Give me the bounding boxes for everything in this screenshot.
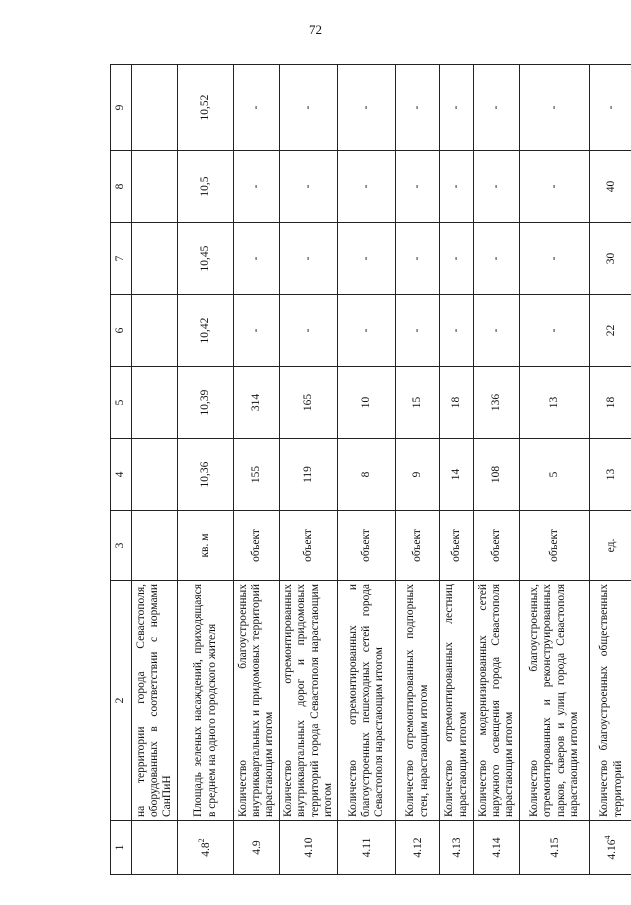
- header-cell: 1: [111, 821, 132, 875]
- value-cell: 10: [338, 367, 396, 439]
- value-cell: -: [440, 223, 474, 295]
- value-cell: -: [234, 65, 280, 151]
- value-cell: [132, 295, 178, 367]
- header-cell: 6: [111, 295, 132, 367]
- value-cell: -: [234, 151, 280, 223]
- value-cell: -: [280, 223, 338, 295]
- value-cell: -: [440, 295, 474, 367]
- value-cell: 22: [590, 295, 631, 367]
- value-cell: -: [280, 295, 338, 367]
- indicator-description: Количество благоустроенных общественных территорий: [590, 581, 631, 821]
- row-number: 4.10: [280, 821, 338, 875]
- unit-cell: объект: [280, 511, 338, 581]
- indicator-description: Количество отремонтированных и благоустроенных пешеходных сетей города Севастополя нарастающим итогом: [338, 581, 396, 821]
- table-row: [440, 65, 474, 875]
- table-row: [178, 65, 234, 875]
- value-cell: -: [338, 223, 396, 295]
- rotated-table-frame: [110, 65, 624, 875]
- table-row: [520, 65, 590, 875]
- value-cell: [132, 65, 178, 151]
- unit-cell: [132, 511, 178, 581]
- value-cell: -: [590, 65, 631, 151]
- value-cell: -: [338, 295, 396, 367]
- value-cell: 9: [396, 439, 440, 511]
- unit-cell: объект: [338, 511, 396, 581]
- value-cell: -: [338, 65, 396, 151]
- table-row: [396, 65, 440, 875]
- value-cell: -: [520, 295, 590, 367]
- value-cell: [132, 439, 178, 511]
- value-cell: 119: [280, 439, 338, 511]
- row-number: 4.16$^4$: [590, 821, 631, 875]
- table-row: [590, 65, 631, 875]
- value-cell: 13: [590, 439, 631, 511]
- value-cell: -: [234, 295, 280, 367]
- header-cell: 4: [111, 439, 132, 511]
- table-container: [110, 65, 624, 875]
- value-cell: 10,42: [178, 295, 234, 367]
- header-cell: 2: [111, 581, 132, 821]
- value-cell: -: [280, 151, 338, 223]
- value-cell: 10,39: [178, 367, 234, 439]
- value-cell: -: [396, 151, 440, 223]
- value-cell: -: [520, 151, 590, 223]
- value-cell: 155: [234, 439, 280, 511]
- table-row: [474, 65, 520, 875]
- value-cell: 30: [590, 223, 631, 295]
- value-cell: 14: [440, 439, 474, 511]
- header-cell: 5: [111, 367, 132, 439]
- value-cell: -: [234, 223, 280, 295]
- value-cell: 10,52: [178, 65, 234, 151]
- unit-cell: объект: [234, 511, 280, 581]
- value-cell: 18: [440, 367, 474, 439]
- value-cell: 13: [520, 367, 590, 439]
- indicator-description: Количество отремонтированных лестниц нарастающим итогом: [440, 581, 474, 821]
- value-cell: 314: [234, 367, 280, 439]
- value-cell: -: [280, 65, 338, 151]
- value-cell: -: [396, 65, 440, 151]
- unit-cell: объект: [520, 511, 590, 581]
- header-cell: 7: [111, 223, 132, 295]
- unit-cell: кв. м: [178, 511, 234, 581]
- row-number: 4.11: [338, 821, 396, 875]
- table-row: [280, 65, 338, 875]
- table-row: [234, 65, 280, 875]
- value-cell: 10,45: [178, 223, 234, 295]
- header-cell: 9: [111, 65, 132, 151]
- unit-cell: объект: [440, 511, 474, 581]
- indicator-description: на территории города Севастополя, оборудованных в соответствии с нормами СанПиН: [132, 581, 178, 821]
- value-cell: -: [474, 151, 520, 223]
- unit-cell: объект: [474, 511, 520, 581]
- value-cell: 18: [590, 367, 631, 439]
- value-cell: -: [396, 223, 440, 295]
- value-cell: 136: [474, 367, 520, 439]
- row-number: 4.14: [474, 821, 520, 875]
- row-number: $4.8^2$: [178, 821, 234, 875]
- value-cell: 10,5: [178, 151, 234, 223]
- row-number: [132, 821, 178, 875]
- value-cell: 15: [396, 367, 440, 439]
- value-cell: [132, 151, 178, 223]
- value-cell: -: [520, 65, 590, 151]
- value-cell: -: [474, 65, 520, 151]
- value-cell: -: [338, 151, 396, 223]
- value-cell: 108: [474, 439, 520, 511]
- header-row: [111, 65, 132, 875]
- value-cell: -: [474, 223, 520, 295]
- row-number: 4.9: [234, 821, 280, 875]
- unit-cell: объект: [396, 511, 440, 581]
- header-cell: 3: [111, 511, 132, 581]
- value-cell: -: [520, 223, 590, 295]
- header-cell: 8: [111, 151, 132, 223]
- value-cell: 8: [338, 439, 396, 511]
- value-cell: 5: [520, 439, 590, 511]
- indicator-description: Площадь зеленых насаждений, приходящаяся в среднем на одного городского жителя: [178, 581, 234, 821]
- row-number: 4.12: [396, 821, 440, 875]
- value-cell: [132, 223, 178, 295]
- indicator-description: Количество модернизированных сетей наружного освещения города Севастополя нарастающим итогом: [474, 581, 520, 821]
- indicator-table: [110, 64, 631, 875]
- indicator-description: Количество благоустроенных, отремонтированных и реконструированных парков, скверов и улиц города Севастополя нарастающим итогом: [520, 581, 590, 821]
- value-cell: 40: [590, 151, 631, 223]
- value-cell: -: [474, 295, 520, 367]
- value-cell: -: [440, 151, 474, 223]
- value-cell: [132, 367, 178, 439]
- indicator-description: Количество отремонтированных подпорных стен, нарастающим итогом: [396, 581, 440, 821]
- unit-cell: ед.: [590, 511, 631, 581]
- table-row: [338, 65, 396, 875]
- page-number: 72: [309, 22, 322, 37]
- value-cell: -: [396, 295, 440, 367]
- row-number: 4.13: [440, 821, 474, 875]
- table-row: [132, 65, 178, 875]
- indicator-description: Количество отремонтированных внутриквартальных дорог и придомовых территорий города Севастополя нарастающим итогом: [280, 581, 338, 821]
- value-cell: 165: [280, 367, 338, 439]
- value-cell: 10,36: [178, 439, 234, 511]
- indicator-description: Количество благоустроенных внутриквартальных и придомовых территорий нарастающим итогом: [234, 581, 280, 821]
- value-cell: -: [440, 65, 474, 151]
- row-number: 4.15: [520, 821, 590, 875]
